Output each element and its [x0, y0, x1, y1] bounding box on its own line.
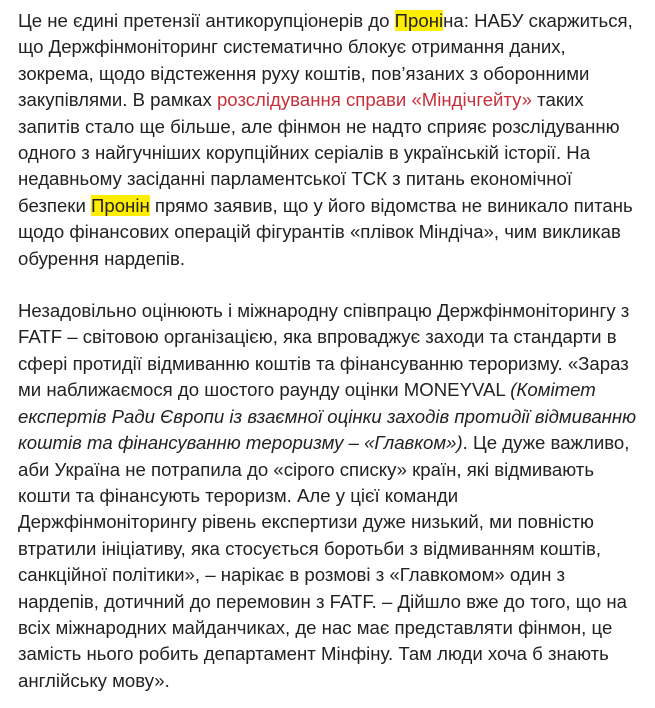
paragraph-1	[18, 8, 640, 272]
paragraph-1-text-2: на: НАБУ скаржиться, що Держфінмоніторинг систематично блокує отримання даних, зокрема, щодо відстеження руху коштів, пов’язаних з оборонними закупівлями. В рамках	[18, 10, 633, 111]
highlight-pronin-2: Пронін	[91, 194, 150, 216]
paragraph-2	[18, 298, 640, 694]
paragraph-1-text-1: Це не єдині претензії антикорупціонерів до	[18, 10, 395, 31]
paragraph-2-text-1: Незадовільно оцінюють і міжнародну співпрацю Держфінмоніторингу з FATF – світовою організацією, яка впроваджує заходи та стандарти в сфері протидії відмиванню коштів та фінансуванню тероризму. «Зараз ми наближаємося до шостого раунду оцінки MONEYVAL	[18, 300, 630, 401]
moneyval-italic-note: (Комітет експертів Ради Європи із взаємної оцінки заходів протидії відмиванню коштів та фінансуванню тероризму – «Главком»)	[18, 379, 637, 454]
highlight-pronin-1: Проні	[394, 10, 444, 31]
mindich-investigation-link[interactable]: розслідування справи «Міндічгейту»	[216, 89, 533, 111]
paragraph-1-text-4: прямо заявив, що у його відомства не виникало питань щодо фінансових операцій фігурантів «плівок Міндіча», чим викликав обурення нардепів.	[18, 194, 633, 269]
article-body	[18, 8, 640, 694]
paragraph-2-text-2: . Це дуже важливо, аби Україна не потрапила до «сірого списку» країн, які відмивають кошти та фінансують тероризм. Але у цієї команди Держфінмоніторингу рівень експертизи дуже низький, ми повністю втратили ініціативу, яка стосується боротьби з відмиванням коштів, санкційної політики», – нарікає в розмові з «Главкомом» один з нардепів, дотичний до перемовин з FATF. – Дійшло вже до того, що на всіх міжнародних майданчиках, де нас має представляти фінмон, це замість нього робить департамент Мінфіну. Там люди хоча б знають англійську мову».	[18, 432, 630, 691]
paragraph-1-text-3: таких запитів стало ще більше, але фінмон не надто сприяє розслідуванню одного з найгучніших корупційних серіалів в українській історії. На недавньому засіданні парламентської ТСК з питань економічної безпеки	[18, 89, 620, 216]
